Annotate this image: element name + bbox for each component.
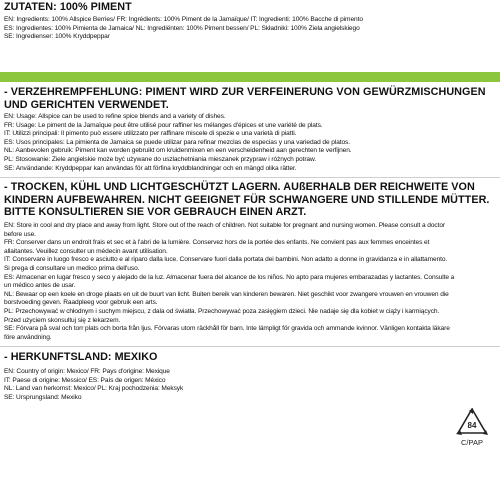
- storage-line-es-2: un médico antes de usar.: [4, 282, 76, 290]
- origin-line-it-es: IT: Paese di origine: Messico/ ES: País de origen: México: [4, 376, 166, 384]
- storage-line-fr-1: FR: Conserver dans un endroit frais et sec et à l'abri de la lumière. Conservez hors de la portée des enfants. Ne convient pas aux femmes enceintes et: [4, 239, 430, 247]
- storage-title: - TROCKEN, KÜHL UND LICHTGESCHÜTZT LAGERN. AUßERHALB DER REICHWEITE VON KINDERN AUFBEWAHREN. NICHT GEEIGNET FÜR SCHWANGERE UND STILLENDE MÜTTER. BITTE KONSULTIEREN SIE VOR GEBRAUCH EINEN ARZT.: [4, 181, 490, 219]
- origin-line-nl-pl: NL: Land van herkomst: Mexico/ PL: Kraj pochodzenia: Meksyk: [4, 385, 184, 393]
- storage-line-nl-2: borstvoeding geven. Raadpleeg voor gebruik een arts.: [4, 299, 158, 307]
- ingredients-title: ZUTATEN: 100% PIMENT: [4, 1, 132, 13]
- storage-line-en-2: before use.: [4, 230, 36, 238]
- recycle-code: 84: [467, 421, 477, 430]
- storage-line-pl-2: Przed użyciem skonsultuj się z lekarzem.: [4, 316, 121, 324]
- storage-line-fr-2: allaitantes. Veuillez consulter un médecin avant utilisation.: [4, 247, 168, 255]
- recycle-triangle-icon: [452, 405, 492, 449]
- ingredients-line-en-fr-it: EN: Ingredients: 100% Allspice Berries/ FR: Ingrédients: 100% Piment de la Jamaïque/ IT: Ingredienti: 100% Bacche di pimento: [4, 16, 363, 23]
- usage-title: - VERZEHREMPFEHLUNG: PIMENT WIRD ZUR VERFEINERUNG VON GEWÜRZMISCHUNGEN UND GERICHTEN VERWENDET.: [4, 86, 486, 111]
- storage-line-pl-1: PL: Przechowywać w chłodnym i suchym miejscu, z dala od światła. Przechowywać poza zasięgiem dzieci. Nie nadaje się dla kobiet w ciąży i karmiących.: [4, 308, 440, 315]
- storage-line-se-1: SE: Förvara på sval och torr plats och borta från ljus. Förvaras utom räckhåll för barn. Inte lämpligt för gravida och ammande kvinnor. Vänligen kontakta läkare: [4, 325, 450, 333]
- usage-line-it: IT: Utilizzi principali: Il pimento può essere utilizzato per raffinare miscele di spezie e una varietà di piatti.: [4, 130, 297, 138]
- usage-line-nl: NL: Aanbevolen gebruik: Piment kan worden gebruikt om kruidenmixen en een verscheidenheid aan gerechten te verfijnen.: [4, 147, 352, 155]
- usage-line-fr: FR: Usage: Le piment de la Jamaïque peut être utilisé pour raffiner les mélanges d'épices et une variété de plats.: [4, 121, 323, 129]
- storage-line-en-1: EN: Store in cool and dry place and away from light. Store out of the reach of children. Not suitable for pregnant and nursing women. Please consult a doctor: [4, 222, 445, 229]
- section-separator: [0, 346, 500, 347]
- usage-line-en: EN: Usage: Allspice can be used to refine spice blends and a variety of dishes.: [4, 113, 226, 120]
- origin-title: - HERKUNFTSLAND: MEXIKO: [4, 351, 158, 363]
- usage-line-pl: PL: Stosowanie: Ziele angielskie może być używane do uszlachetniania mieszanek przypraw i różnych potraw.: [4, 156, 317, 163]
- ingredients-line-se: SE: Ingredienser: 100% Kryddpeppar: [4, 33, 110, 41]
- recycle-label: C/PAP: [461, 438, 483, 447]
- origin-line-se: SE: Ursprungsland: Mexiko: [4, 393, 82, 401]
- section-separator: [0, 177, 500, 178]
- ingredients-section: [0, 0, 500, 70]
- ingredients-line-es-nl-pl: ES: Ingredientes: 100% Pimienta de Jamaica/ NL: Ingrediënten: 100% Piment bessen/ PL: Składniki: 100% Ziela angielskiego: [4, 24, 360, 32]
- usage-line-se: SE: Användande: Kryddpeppar kan användas för att förfina kryddblandningar och en mängd olika rätter.: [4, 164, 297, 172]
- storage-line-it-2: Si prega di consultare un medico prima dell'uso.: [4, 265, 140, 272]
- storage-line-nl-1: NL: Bewaar op een koele en droge plaats en uit de buurt van licht. Buiten bereik van kinderen bewaren. Niet geschikt voor zwangere vrouwen en vrouwen die: [4, 290, 449, 298]
- storage-line-es-1: ES: Almacenar en lugar fresco y seco y alejado de la luz. Almacenar fuera del alcance de los niños. No apto para mujeres embarazadas y lactantes. Consulte a: [4, 273, 455, 281]
- storage-line-it-1: IT: Conservare in luogo fresco e asciutto e al riparo dalla luce. Conservare fuori dalla portata dei bambini. Non adatto a donne in gravidanza e in allattamento.: [4, 256, 448, 264]
- divider-band: [0, 72, 500, 82]
- storage-line-se-2: före användning.: [4, 333, 52, 341]
- usage-line-es: ES: Usos principales: La pimienta de Jamaica se puede utilizar para refinar mezclas de especias y una variedad de platos.: [4, 138, 350, 146]
- origin-line-en-fr: EN: Country of origin: Mexico/ FR: Pays d'origine: Mexique: [4, 368, 170, 375]
